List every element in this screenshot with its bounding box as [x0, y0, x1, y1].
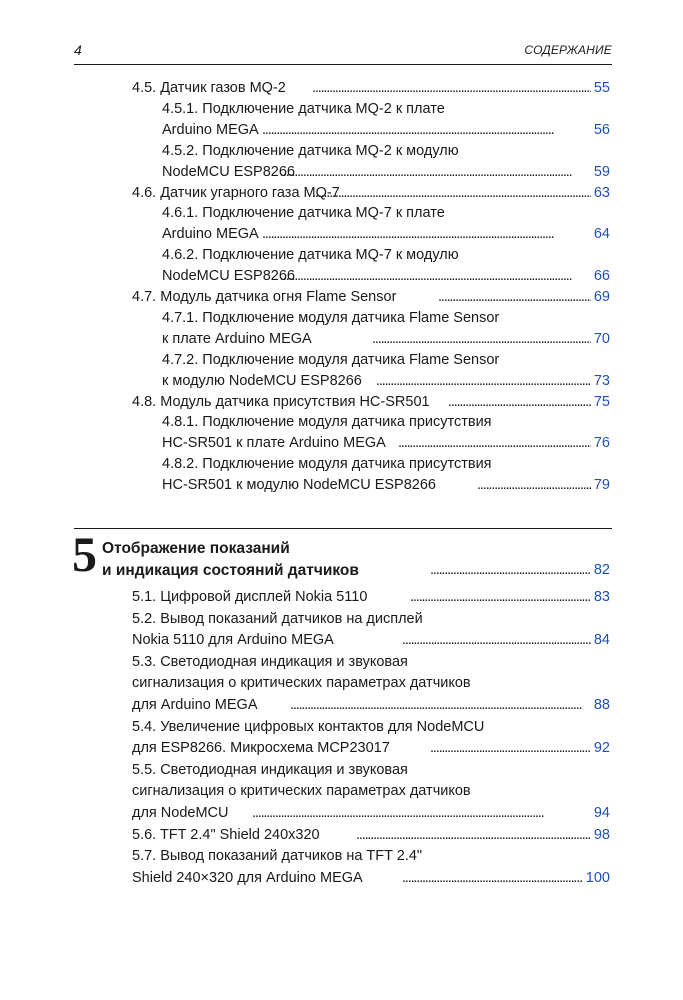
toc-entry-text: 5.6. TFT 2.4" Shield 240x320 — [132, 826, 320, 843]
page-link[interactable]: 73 — [593, 372, 610, 389]
dot-leader — [356, 825, 591, 846]
chapter-5-entry[interactable] — [0, 560, 683, 581]
dot-leader — [430, 560, 591, 581]
toc-line — [0, 245, 683, 266]
toc-line — [0, 781, 683, 802]
toc-line — [0, 454, 683, 475]
page-link[interactable]: 59 — [593, 163, 610, 180]
dot-leader — [280, 162, 591, 183]
toc-line — [0, 141, 683, 162]
chapter-title-line-1: Отображение показаний — [102, 540, 290, 557]
toc-entry-text: для NodeMCU — [132, 805, 229, 821]
toc-entry-text: 4.8.1. Подключение модуля датчика присутствия — [162, 414, 492, 431]
page-link[interactable]: 82 — [593, 562, 610, 578]
toc-entry-text: Shield 240×320 для Arduino MEGA — [132, 869, 363, 886]
toc-line[interactable] — [0, 162, 683, 183]
dot-leader — [280, 266, 591, 287]
toc-entry-text: 4.7.2. Подключение модуля датчика Flame Sensor — [162, 351, 500, 368]
toc-entry-text: 4.8.2. Подключение модуля датчика присутствия — [162, 456, 492, 473]
toc-entry-text: к плате Arduino MEGA — [162, 330, 312, 347]
toc-entry-text: 5.4. Увеличение цифровых контактов для NodeMCU — [132, 718, 485, 735]
toc-entry-text: 5.5. Светодиодная индикация и звуковая — [132, 761, 408, 778]
toc-line[interactable] — [0, 433, 683, 454]
toc-line[interactable] — [0, 868, 683, 889]
dot-leader — [252, 803, 591, 824]
toc-line — [0, 846, 683, 867]
toc-line[interactable] — [0, 392, 683, 413]
running-title: СОДЕРЖАНИЕ — [524, 43, 612, 57]
toc-entry-text: Arduino MEGA — [162, 121, 259, 138]
dot-leader — [477, 475, 591, 496]
toc-line — [0, 412, 683, 433]
toc-entry-text: 4.5.1. Подключение датчика MQ-2 к плате — [162, 100, 445, 117]
toc-line[interactable] — [0, 78, 683, 99]
toc-entry-text: Nokia 5110 для Arduino MEGA — [132, 632, 334, 649]
toc-line[interactable] — [0, 738, 683, 759]
dot-leader — [410, 587, 591, 608]
toc-entry-text: 4.6.1. Подключение датчика MQ-7 к плате — [162, 205, 445, 222]
toc-line — [0, 652, 683, 673]
toc-entry-text: 4.8. Модуль датчика присутствия HC-SR501 — [132, 393, 430, 410]
toc-line — [0, 717, 683, 738]
page-link[interactable]: 84 — [593, 632, 610, 649]
page-link[interactable]: 76 — [593, 435, 610, 452]
dot-leader — [448, 392, 591, 413]
toc-entry-text: NodeMCU ESP8266 — [162, 163, 295, 180]
toc-entry-text: 5.3. Светодиодная индикация и звуковая — [132, 653, 408, 670]
toc-entry-text: 4.6.2. Подключение датчика MQ-7 к модулю — [162, 247, 459, 264]
page-link[interactable]: 83 — [593, 589, 610, 605]
page-link[interactable]: 88 — [593, 697, 610, 713]
chapter-number: 5 — [72, 526, 97, 582]
toc-line[interactable] — [0, 120, 683, 141]
toc-entry-text: для Arduino MEGA — [132, 697, 258, 713]
page-link[interactable]: 55 — [593, 80, 610, 96]
toc-entry-text: сигнализация о критических параметрах датчиков — [132, 783, 471, 800]
page-link[interactable]: 79 — [593, 477, 610, 494]
dot-leader — [402, 630, 591, 651]
dot-leader — [262, 120, 591, 141]
dot-leader — [376, 371, 591, 392]
toc-line[interactable] — [0, 266, 683, 287]
dot-leader — [312, 183, 591, 204]
toc-entry-text: NodeMCU ESP8266 — [162, 268, 295, 285]
page-link[interactable]: 69 — [593, 289, 610, 305]
chapter-title-line-2: и индикация состояний датчиков — [102, 562, 359, 579]
toc-line[interactable] — [0, 587, 683, 608]
toc-entry-text: 4.7.1. Подключение модуля датчика Flame Sensor — [162, 309, 500, 326]
dot-leader — [402, 868, 583, 889]
page-link[interactable]: 56 — [593, 121, 610, 138]
toc-line[interactable] — [0, 695, 683, 716]
toc-line[interactable] — [0, 287, 683, 308]
toc-entry-text: Arduino MEGA — [162, 226, 259, 243]
toc-entry-text: 4.7. Модуль датчика огня Flame Sensor — [132, 289, 397, 305]
toc-line[interactable] — [0, 183, 683, 204]
toc-entry-text: для ESP8266. Микросхема MCP23017 — [132, 740, 390, 757]
toc-line — [0, 350, 683, 371]
toc-entry-text: 5.2. Вывод показаний датчиков на дисплей — [132, 610, 423, 627]
page-link[interactable]: 63 — [593, 184, 610, 201]
toc-line[interactable] — [0, 371, 683, 392]
toc-line[interactable] — [0, 825, 683, 846]
toc-line[interactable] — [0, 630, 683, 651]
toc-line — [0, 99, 683, 120]
page-link[interactable]: 66 — [593, 268, 610, 285]
toc-entry-text: 4.5.2. Подключение датчика MQ-2 к модулю — [162, 142, 459, 159]
dot-leader — [262, 224, 591, 245]
toc-entry-text: HC-SR501 к плате Arduino MEGA — [162, 435, 386, 452]
toc-line[interactable] — [0, 475, 683, 496]
chapter-divider — [74, 528, 612, 529]
page-link[interactable]: 70 — [593, 330, 610, 347]
page-link[interactable]: 100 — [585, 869, 610, 886]
toc-entry-text: к модулю NodeMCU ESP8266 — [162, 372, 362, 389]
dot-leader — [312, 78, 591, 99]
toc-entry-text: сигнализация о критических параметрах датчиков — [132, 675, 471, 692]
toc-entry-text: 5.7. Вывод показаний датчиков на TFT 2.4" — [132, 848, 423, 865]
dot-leader — [372, 329, 591, 350]
page-link[interactable]: 64 — [593, 226, 610, 243]
page-number: 4 — [74, 42, 82, 58]
toc-line — [0, 609, 683, 630]
toc-entry-text: 5.1. Цифровой дисплей Nokia 5110 — [132, 589, 368, 605]
page-link[interactable]: 92 — [593, 740, 610, 757]
toc-line[interactable] — [0, 224, 683, 245]
page-link[interactable]: 98 — [593, 826, 610, 843]
page-link[interactable]: 75 — [593, 393, 610, 410]
toc-line[interactable] — [0, 329, 683, 350]
toc-entry-text: 4.6. Датчик угарного газа MQ-7 — [132, 184, 340, 201]
toc-line[interactable] — [0, 803, 683, 824]
toc-line — [0, 673, 683, 694]
dot-leader — [290, 695, 591, 716]
toc-line — [0, 760, 683, 781]
page-link[interactable]: 94 — [593, 805, 610, 821]
dot-leader — [438, 287, 591, 308]
toc-entry-text: 4.5. Датчик газов MQ-2 — [132, 80, 286, 96]
dot-leader — [398, 433, 591, 454]
dot-leader — [430, 738, 591, 759]
toc-line — [0, 203, 683, 224]
toc-line — [0, 308, 683, 329]
toc-entry-text: HC-SR501 к модулю NodeMCU ESP8266 — [162, 477, 436, 494]
